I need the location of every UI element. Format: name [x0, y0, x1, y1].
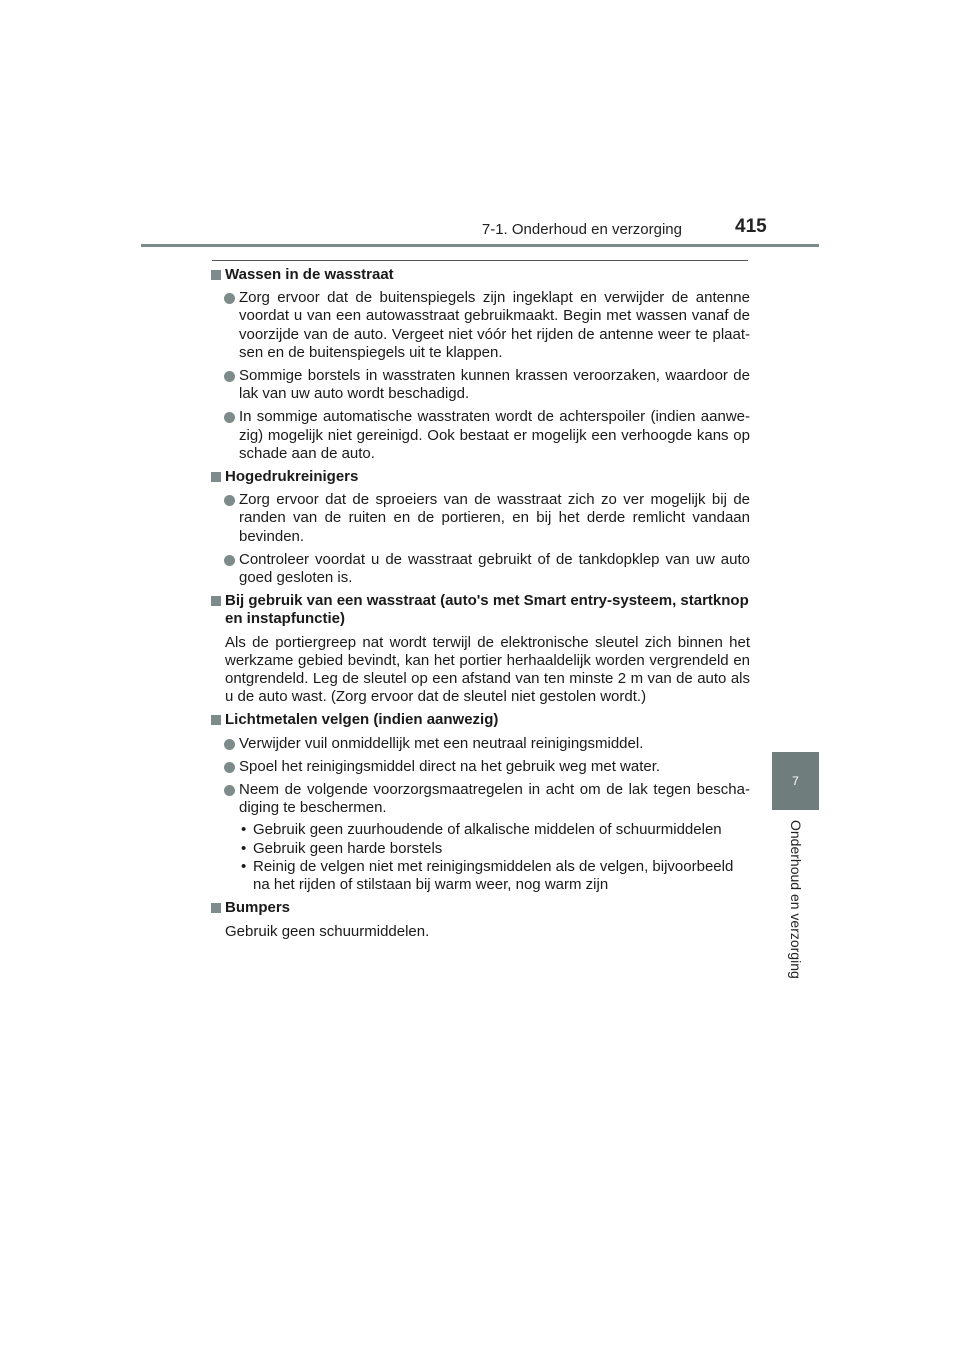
- sub-list-item: • Reinig de velgen niet met reinigingsmiddelen als de velgen, bijvoorbeeld na het rijden of stilstaan bij warm weer, nog warm zijn: [241, 857, 734, 894]
- sub-list-item: • Gebruik geen zuurhoudende of alkalische middelen of schuurmiddelen: [241, 821, 722, 839]
- sub-list-item: • Gebruik geen harde borstels: [241, 839, 443, 857]
- chapter-side-label: [767, 820, 825, 990]
- header-rule: [141, 244, 819, 247]
- paragraph: Gebruik geen schuurmiddelen.: [225, 922, 430, 940]
- square-bullet-icon: [211, 715, 221, 725]
- circle-bullet-icon: [224, 412, 235, 423]
- section-heading-car-wash: Wassen in de wasstraat: [211, 266, 750, 284]
- square-bullet-icon: [211, 596, 221, 606]
- list-item: Zorg ervoor dat de buitenspiegels zijn ingeklapt en verwijder de antenne voordat u van een autowasstraat gebruikmaakt. Begin met wassen vanaf de voorzijde van de auto. Vergeet niet vóór het rijden de antenne weer te plaat-sen en de buitenspiegels uit te klappen.: [211, 289, 750, 362]
- running-header: 7-1. Onderhoud en verzorging: [481, 221, 682, 238]
- page-number: 415: [735, 216, 767, 237]
- square-bullet-icon: [211, 270, 221, 280]
- dot-marker: •: [241, 839, 247, 857]
- section-heading-pressure-washers: Hogedrukreinigers: [211, 468, 750, 486]
- circle-bullet-icon: [224, 495, 235, 506]
- list-item: In sommige automatische wasstraten wordt de achterspoiler (indien aanwe-zig) mogelijk niet gereinigd. Ook bestaat er mogelijk een verhoogde kans op schade aan de auto.: [211, 408, 750, 463]
- content-top-rule: [212, 260, 748, 261]
- list-item: Zorg ervoor dat de sproeiers van de wasstraat zich zo ver mogelijk bij de randen van de ruiten en de portieren, en bij het derde remlicht vandaan bevinden.: [211, 491, 750, 546]
- list-item: Neem de volgende voorzorgsmaatregelen in acht om de lak tegen bescha-diging te beschermen.: [211, 781, 750, 817]
- chapter-label: Onderhoud en verzorging: [788, 820, 804, 979]
- section-heading-alloy-wheels: Lichtmetalen velgen (indien aanwezig): [211, 711, 750, 729]
- list-item: Spoel het reinigingsmiddel direct na het gebruik weg met water.: [211, 758, 750, 776]
- section-heading-smart-entry: Bij gebruik van een wasstraat (auto's met Smart entry-systeem, startknop en instapfunctie): [211, 592, 750, 628]
- square-bullet-icon: [211, 472, 221, 482]
- section-heading-bumpers: Bumpers: [211, 899, 750, 917]
- sub-list: [211, 821, 750, 894]
- circle-bullet-icon: [224, 739, 235, 750]
- page-content: [211, 266, 750, 941]
- paragraph: Als de portiergreep nat wordt terwijl de elektronische sleutel zich binnen het werkzame gebied bevindt, kan het portier herhaaldelijk worden vergrendeld en ontgrendeld. Leg de sleutel op een afstand van ten minste 2 m van de auto als u de auto wast. (Zorg ervoor dat de sleutel niet gestolen wordt.): [225, 633, 750, 706]
- circle-bullet-icon: [224, 371, 235, 382]
- list-item: Verwijder vuil onmiddellijk met een neutraal reinigingsmiddel.: [211, 735, 750, 753]
- circle-bullet-icon: [224, 555, 235, 566]
- chapter-tab: [772, 752, 819, 810]
- chapter-number: 7: [792, 774, 799, 788]
- list-item: Sommige borstels in wasstraten kunnen krassen veroorzaken, waardoor de lak van uw auto wordt beschadigd.: [211, 367, 750, 403]
- dot-marker: •: [241, 821, 247, 839]
- dot-marker: •: [241, 857, 247, 875]
- circle-bullet-icon: [224, 293, 235, 304]
- list-item: Controleer voordat u de wasstraat gebruikt of de tankdopklep van uw auto goed gesloten is.: [211, 551, 750, 587]
- square-bullet-icon: [211, 903, 221, 913]
- circle-bullet-icon: [224, 762, 235, 773]
- circle-bullet-icon: [224, 785, 235, 796]
